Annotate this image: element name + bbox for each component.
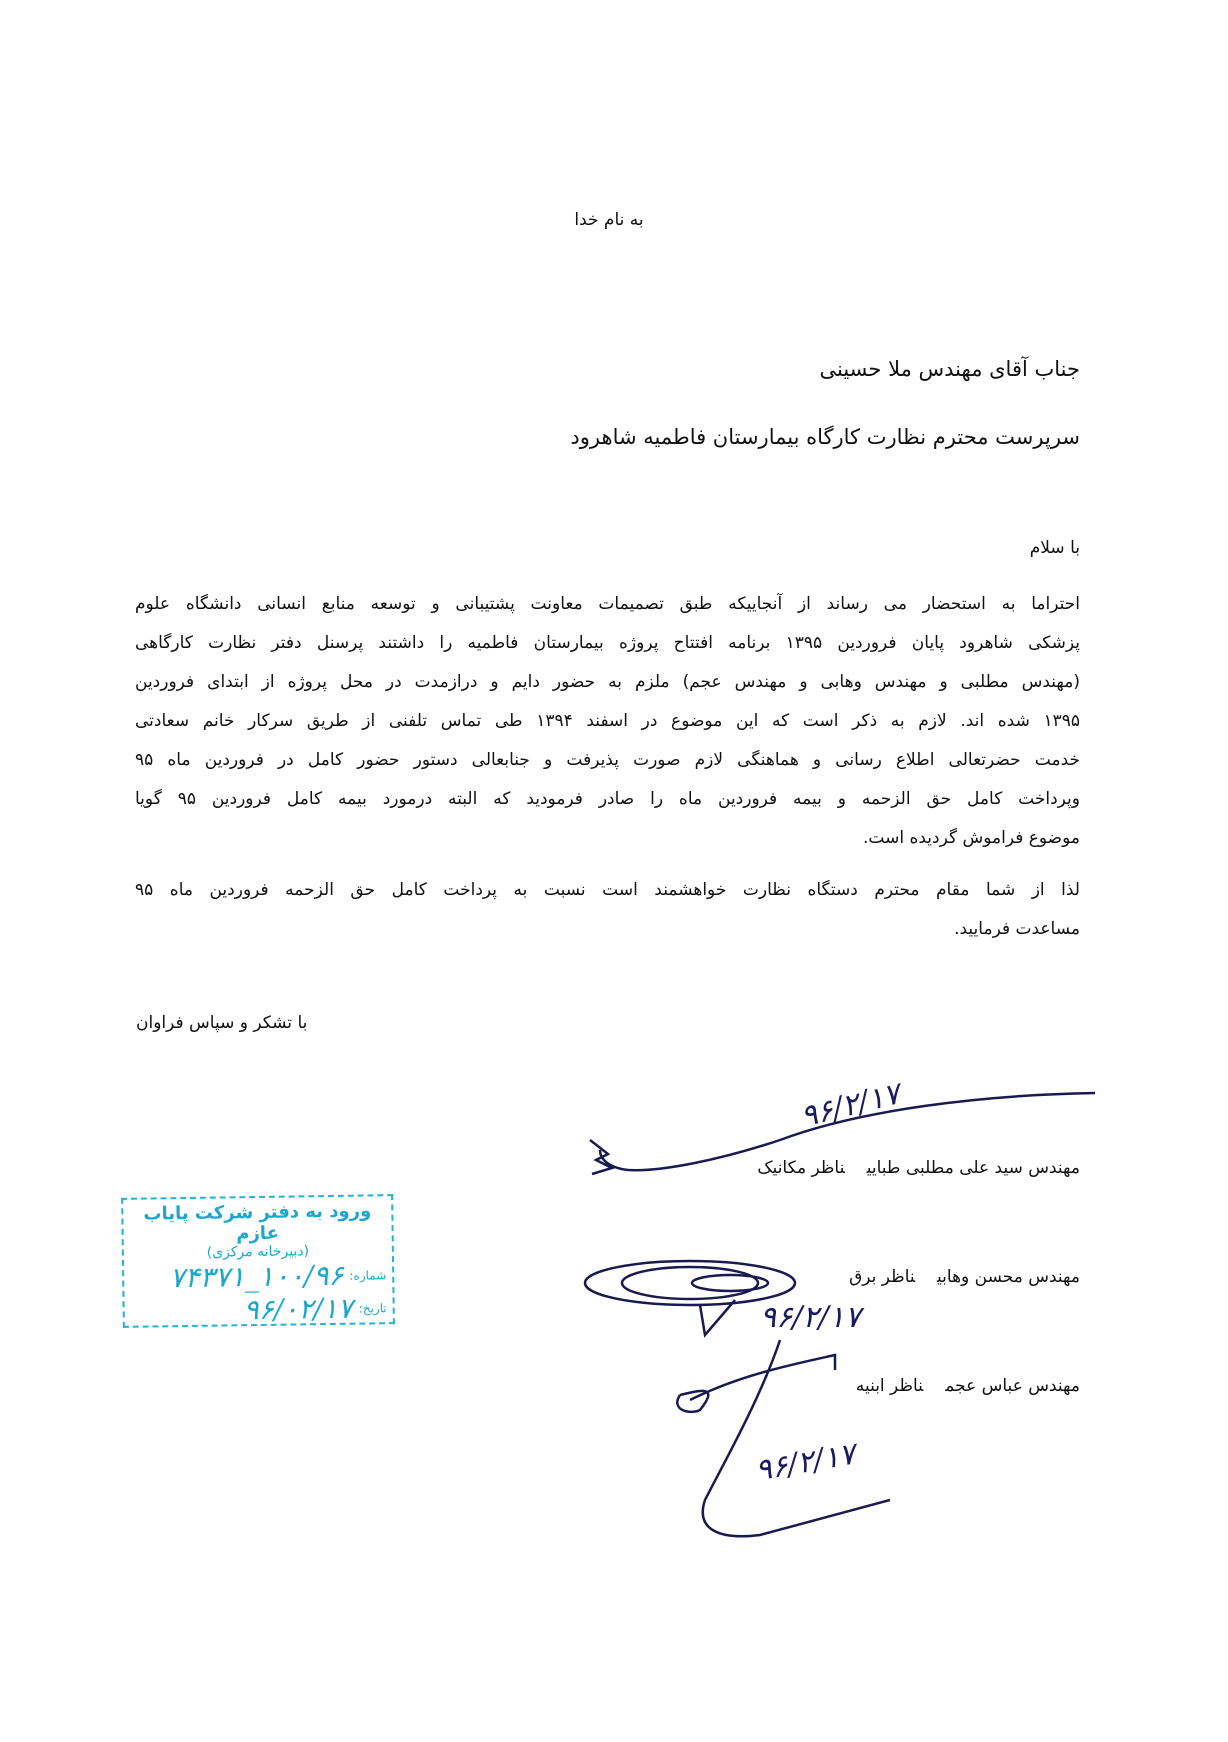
body-line: مساعدت فرمایید.	[954, 919, 1080, 939]
signature-3-stroke	[677, 1340, 890, 1536]
body-line: پزشکی شاهرود پایان فروردین ۱۳۹۵ برنامه افتتاح پروژه بیمارستان فاطمیه را داشتند پرسنل دفتر نظارت کارگاهی	[135, 633, 1080, 653]
received-stamp	[121, 1194, 395, 1328]
body-line: (مهندس مطلبی و مهندس وهابی و مهندس عجم) ملزم به حضور دایم و درازمدت در محل پروژه از ابتدای فروردین	[135, 672, 1080, 692]
body-line: وپرداخت کامل حق الزحمه و بیمه فروردین ماه را صادر فرمودید که البته درمورد بیمه کامل فروردین ۹۵ گویا	[135, 789, 1080, 809]
signature-2-date: ۹۶/۲/۱۷	[760, 1300, 861, 1335]
stamp-number-label: شماره:	[349, 1267, 387, 1283]
stamp-title: ورود به دفتر شرکت پایاب عازم	[143, 1200, 372, 1245]
signatory-name: مهندس محسن وهابی	[937, 1267, 1080, 1287]
signatory-2	[849, 1267, 1080, 1287]
signature-1-date: ۹۶/۲/۱۷	[797, 1076, 904, 1135]
closing: با تشکر و سپاس فراوان	[136, 1013, 308, 1033]
body-line: ۱۳۹۵ شده اند. لازم به ذکر است که این موضوع در اسفند ۱۳۹۴ طی تماس تلفنی از طریق سرکار خانم سعادتی	[135, 711, 1080, 731]
body-paragraph-1	[135, 585, 1080, 858]
signatory-role: ناظر برق	[849, 1267, 916, 1287]
signature-3-date: ۹۶/۲/۱۷	[752, 1436, 859, 1489]
stamp-date: ۹۶/۰۲/۱۷	[243, 1291, 353, 1327]
stamp-date-label: تاریخ:	[358, 1300, 387, 1316]
stamp-number: ۱۰۰/۹۶_۷۴۳۷۱	[169, 1258, 344, 1295]
signatory-role: ناظر مکانیک	[757, 1158, 845, 1178]
signatory-1	[757, 1158, 1080, 1178]
signatory-3	[856, 1376, 1080, 1396]
stamp-subtitle: (دبیرخانه مرکزی)	[206, 1243, 310, 1261]
letter-heading: به نام خدا	[574, 210, 644, 230]
signatory-role: ناظر ابنیه	[855, 1376, 924, 1396]
body-line: موضوع فراموش گردیده است.	[863, 828, 1080, 848]
signatory-name: مهندس سید علی مطلبی طبایی	[866, 1158, 1080, 1178]
signature-2-outer	[585, 1261, 795, 1305]
body-line: خدمت حضرتعالی اطلاع رسانی و هماهنگی لازم صورت پذیرفت و جنابعالی دستور حضور کامل در فروردین ماه ۹۵	[135, 750, 1080, 770]
body-paragraph-2	[135, 871, 1080, 949]
recipient-name: جناب آقای مهندس ملا حسینی	[819, 357, 1080, 381]
signatory-name: مهندس عباس عجم	[945, 1376, 1080, 1396]
recipient-title: سرپرست محترم نظارت کارگاه بیمارستان فاطمیه شاهرود	[570, 425, 1080, 449]
body-line: لذا از شما مقام محترم دستگاه نظارت خواهشمند است نسبت به پرداخت کامل حق الزحمه فروردین ماه ۹۵	[135, 880, 1080, 900]
greeting: با سلام	[1029, 538, 1080, 558]
body-line: احتراما به استحضار می رساند از آنجاییکه طبق تصمیمات معاونت پشتیبانی و توسعه منابع انسانی دانشگاه علوم	[135, 594, 1080, 614]
